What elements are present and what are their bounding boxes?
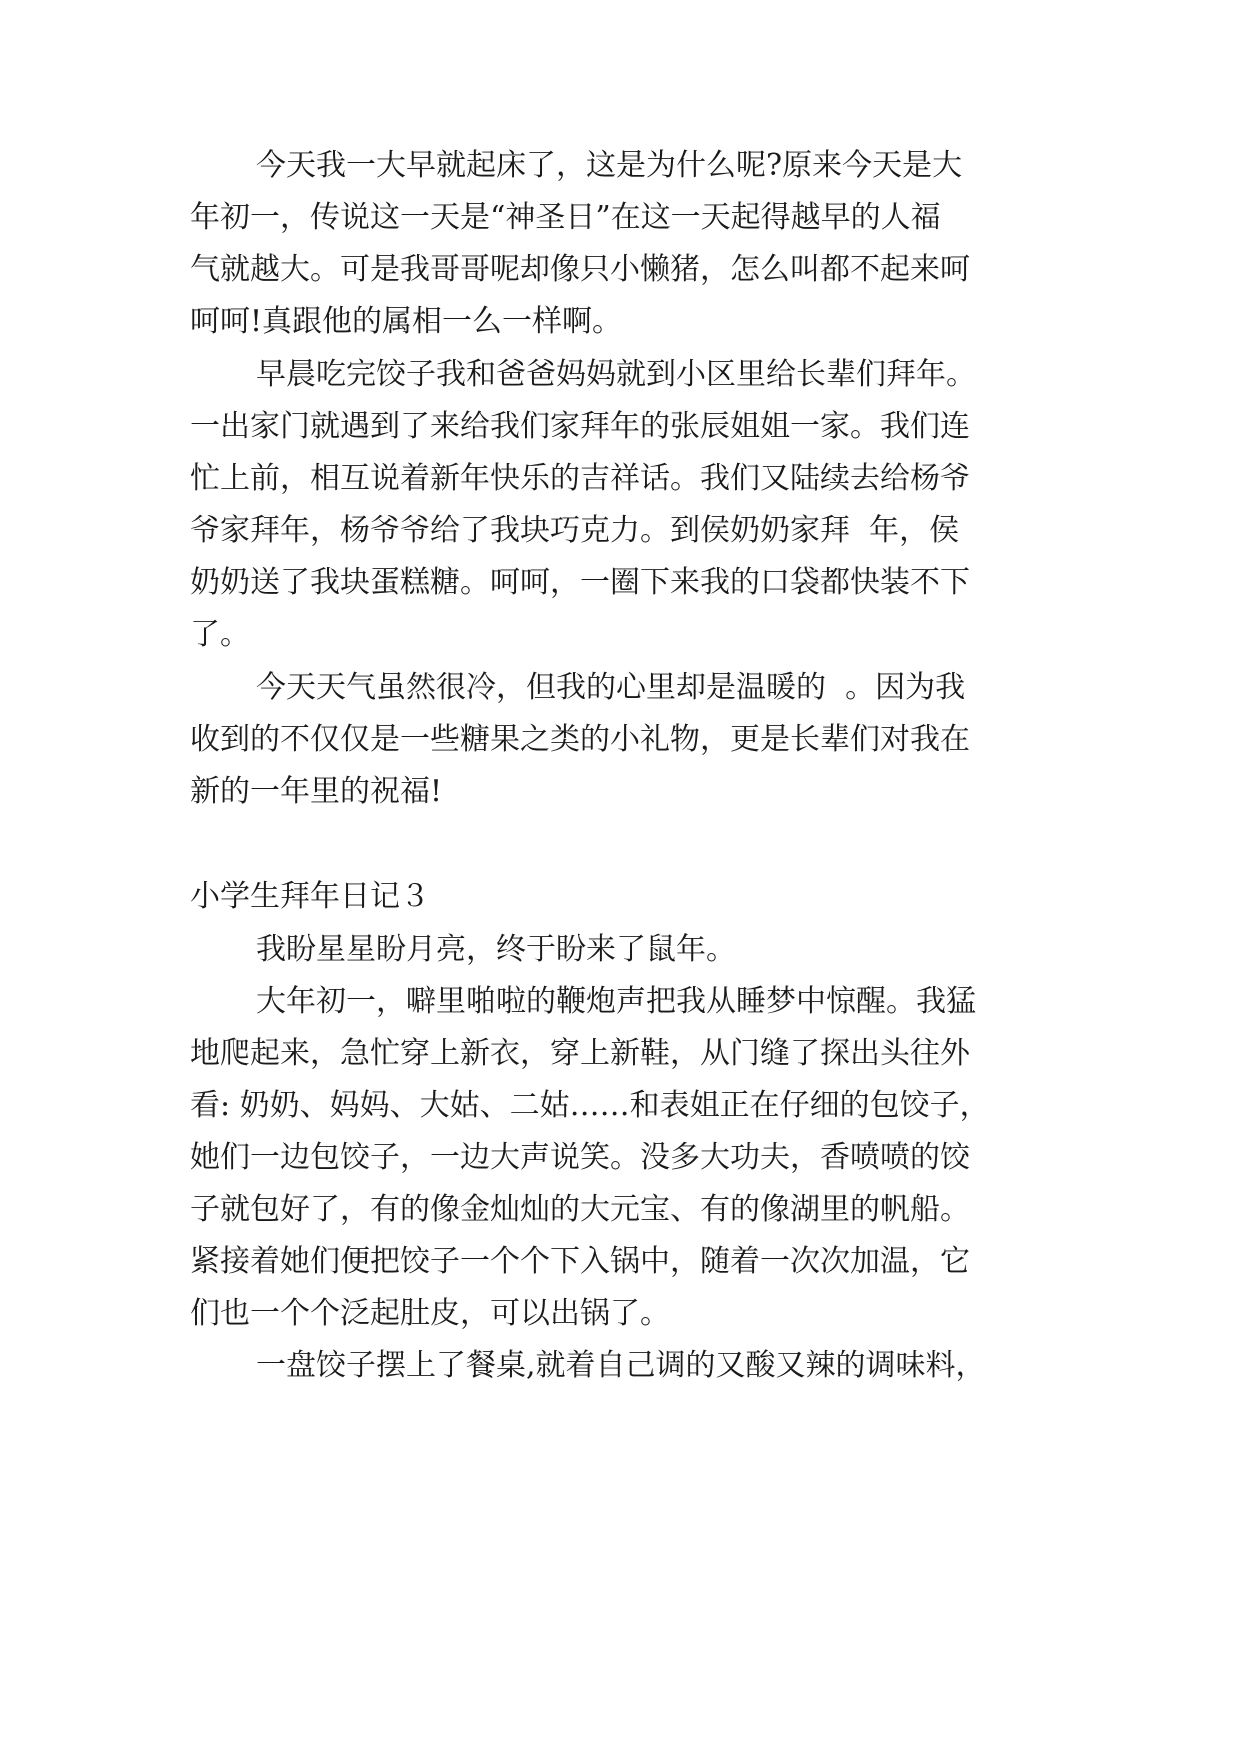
paragraph-line: 年初一，传说这一天是“神圣日”在这一天起得越早的人福 <box>190 200 941 235</box>
paragraph-line: 今天我一大早就起床了，这是为什么呢?原来今天是大 <box>256 148 963 183</box>
paragraph-line: 早晨吃完饺子我和爸爸妈妈就到小区里给长辈们拜年。 <box>256 357 976 392</box>
paragraph-line: 大年初一，噼里啪啦的鞭炮声把我从睡梦中惊醒。我猛 <box>256 984 976 1019</box>
paragraph-line: 子就包好了，有的像金灿灿的大元宝、有的像湖里的帆船。 <box>190 1192 970 1227</box>
paragraph-line: 一出家门就遇到了来给我们家拜年的张辰姐姐一家。我们连 <box>190 409 970 444</box>
paragraph-line: 看: 奶奶、妈妈、大姑、二姑……和表姐正在仔细的包饺子， <box>190 1088 990 1123</box>
paragraph-line: 紧接着她们便把饺子一个个下入锅中，随着一次次加温，它 <box>190 1244 970 1279</box>
paragraph-line: 地爬起来，急忙穿上新衣，穿上新鞋，从门缝了探出头往外 <box>190 1036 970 1071</box>
paragraph-line: 一盘饺子摆上了餐桌,就着自己调的又酸又辣的调味料， <box>256 1348 986 1383</box>
paragraph-line: 她们一边包饺子，一边大声说笑。没多大功夫，香喷喷的饺 <box>190 1140 970 1175</box>
paragraph-line: 了。 <box>190 617 250 652</box>
paragraph-line: 奶奶送了我块蛋糕糖。呵呵，一圈下来我的口袋都快装不下 <box>190 565 970 600</box>
paragraph-line: 我盼星星盼月亮，终于盼来了鼠年。 <box>256 932 736 967</box>
section-heading: 小学生拜年日记３ <box>190 879 430 914</box>
paragraph-line: 们也一个个泛起肚皮，可以出锅了。 <box>190 1296 670 1331</box>
paragraph-line: 收到的不仅仅是一些糖果之类的小礼物，更是长辈们对我在 <box>190 722 970 757</box>
paragraph-line: 今天天气虽然很冷，但我的心里却是温暖的 。因为我 <box>256 670 966 705</box>
paragraph-line: 爷家拜年，杨爷爷给了我块巧克力。到侯奶奶家拜 年，侯 <box>190 513 960 548</box>
paragraph-line: 新的一年里的祝福! <box>190 774 443 809</box>
paragraph-line: 气就越大。可是我哥哥呢却像只小懒猪，怎么叫都不起来呵 <box>190 252 970 287</box>
paragraph-line: 忙上前，相互说着新年快乐的吉祥话。我们又陆续去给杨爷 <box>190 461 970 496</box>
paragraph-line: 呵呵!真跟他的属相一么一样啊。 <box>190 304 623 339</box>
